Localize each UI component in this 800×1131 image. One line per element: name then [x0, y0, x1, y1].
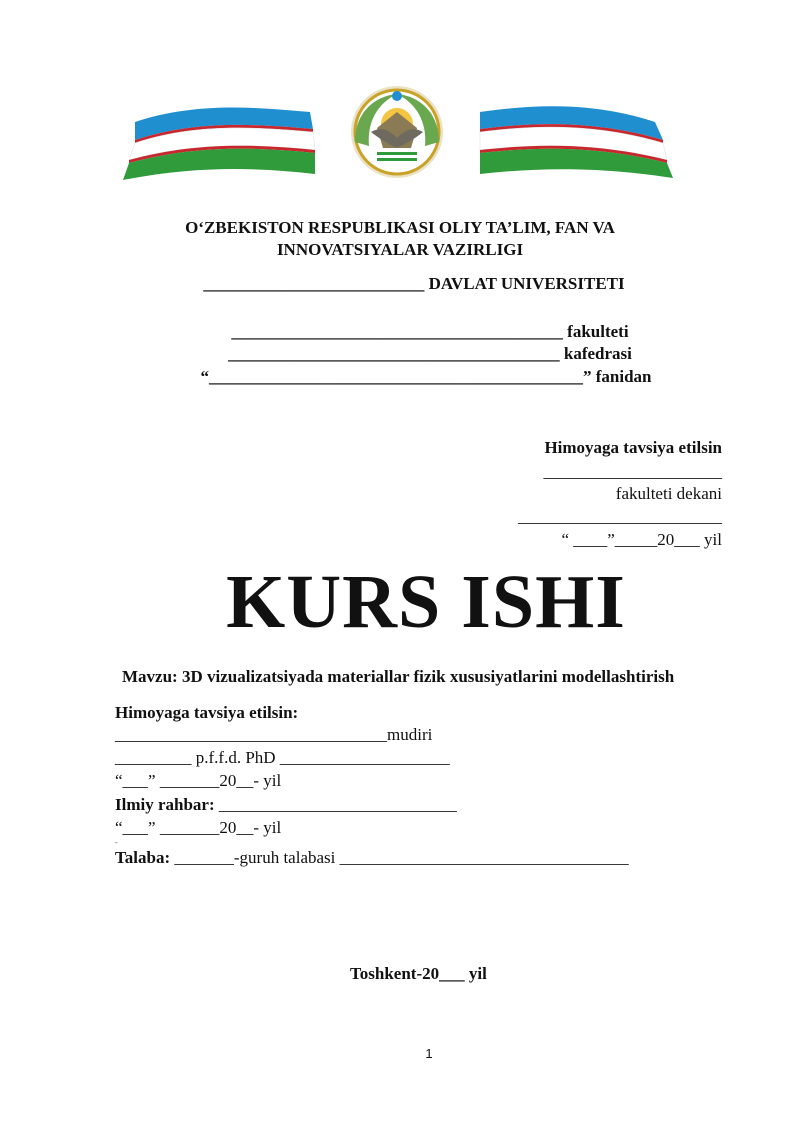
supervisor-label: Ilmiy rahbar:	[115, 795, 215, 814]
faculty-line: _______________________________________ fakulteti	[231, 322, 629, 341]
topic-line: Mavzu: 3D vizualizatsiyada materiallar fizik xususiyatlarini modellashtirish	[122, 667, 675, 686]
document-main-title: KURS ISHI	[226, 560, 626, 644]
head-of-department-line: ________________________________mudiri	[115, 725, 433, 744]
approval-signature-line: _____________________	[543, 462, 722, 481]
department-line: _______________________________________ kafedrasi	[228, 344, 632, 363]
university-line: __________________________ DAVLAT UNIVERSITETI	[203, 274, 625, 293]
ministry-heading-line1: O‘ZBEKISTON RESPUBLIKASI OLIY TA’LIM, FAN VA	[185, 218, 615, 237]
student-label: Talaba:	[115, 848, 171, 867]
approval-title-right: Himoyaga tavsiya etilsin	[544, 438, 722, 457]
city-year: Toshkent-20___ yil	[350, 964, 487, 983]
approval-date-2: “___” _______20__- yil	[115, 818, 282, 837]
dean-name-line: ________________________	[518, 507, 722, 526]
student-row	[115, 848, 629, 868]
right-flag	[480, 106, 673, 178]
page-number: 1	[425, 1046, 433, 1061]
approval-title-left: Himoyaga tavsiya etilsin:	[115, 703, 299, 722]
supervisor-row	[115, 795, 457, 815]
small-mark: -	[115, 838, 118, 847]
dean-label: fakulteti dekani	[615, 484, 722, 503]
phd-line: _________ p.f.f.d. PhD ____________________	[115, 748, 450, 767]
uzbekistan-state-emblem-icon	[351, 86, 443, 178]
subject-line: “____________________________________________” fanidan	[200, 367, 652, 386]
left-flag	[123, 108, 315, 180]
ministry-heading-line2: INNOVATSIYALAR VAZIRLIGI	[276, 240, 524, 259]
approval-date: “ ____”_____20___ yil	[561, 530, 722, 549]
flag-banner-image	[115, 82, 680, 182]
supervisor-line: ____________________________	[214, 795, 457, 814]
approval-date-1: “___” _______20__- yil	[115, 771, 282, 790]
student-line: _______-guruh talabasi __________________________________	[170, 848, 629, 867]
